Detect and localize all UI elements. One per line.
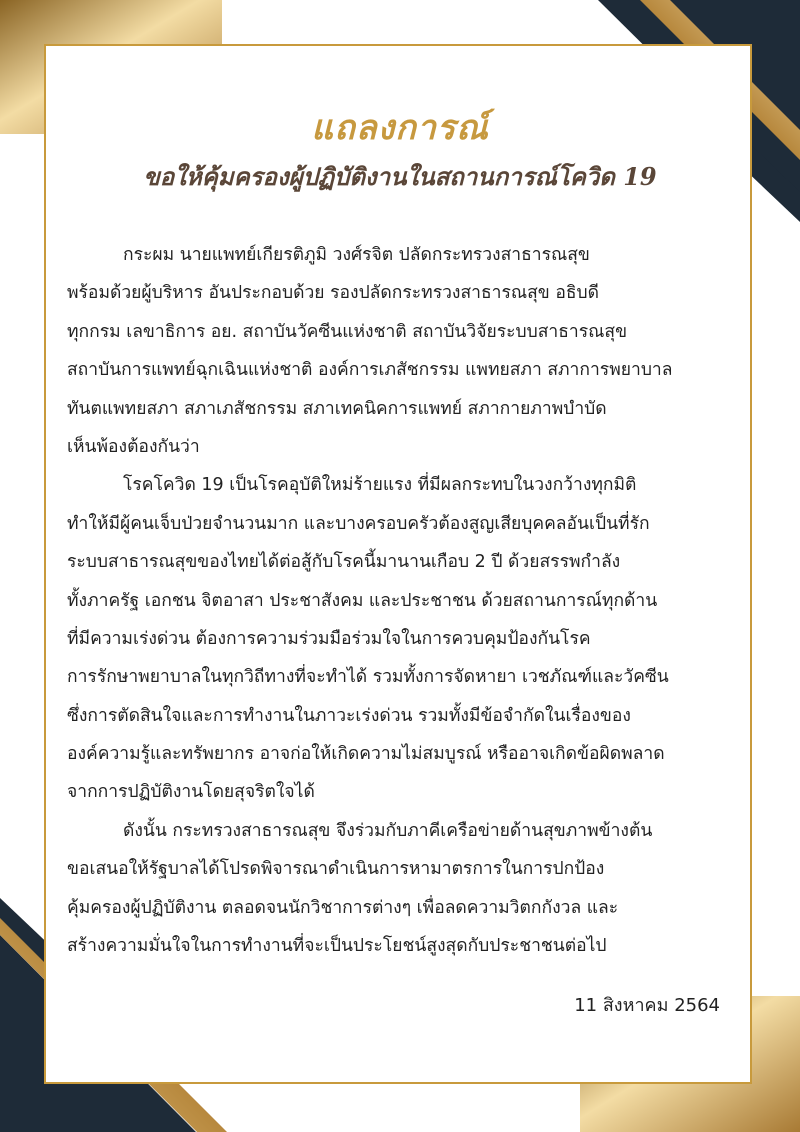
document-title: แถลงการณ์ [311, 108, 489, 148]
body-line: ขอเสนอให้รัฐบาลได้โปรดพิจารณาดำเนินการหามาตรการในการปกป้อง [67, 859, 605, 880]
body-line: ซึ่งการตัดสินใจและการทำงานในภาวะเร่งด่วน รวมทั้งมีข้อจำกัดในเรื่องของ [67, 705, 631, 726]
document-date: 11 สิงหาคม 2564 [574, 995, 720, 1016]
body-line: ทำให้มีผู้คนเจ็บป่วยจำนวนมาก และบางครอบครัวต้องสูญเสียบุคคลอันเป็นที่รัก [67, 513, 650, 534]
body-line: ที่มีความเร่งด่วน ต้องการความร่วมมือร่วมใจในการควบคุมป้องกันโรค [67, 628, 591, 649]
body-line: การรักษาพยาบาลในทุกวิถีทางที่จะทำได้ รวมทั้งการจัดหายา เวชภัณฑ์และวัคซีน [67, 667, 669, 688]
body-line: สถาบันการแพทย์ฉุกเฉินแห่งชาติ องค์การเภสัชกรรม แพทยสภา สภาการพยาบาล [67, 360, 673, 381]
body-line: โรคโควิด 19 เป็นโรคอุบัติใหม่ร้ายแรง ที่มีผลกระทบในวงกว้างทุกมิติ [123, 475, 637, 496]
document-body [67, 236, 730, 965]
body-line: คุ้มครองผู้ปฏิบัติงาน ตลอดจนนักวิชาการต่างๆ เพื่อลดความวิตกกังวล และ [67, 897, 619, 918]
body-line: จากการปฏิบัติงานโดยสุจริตใจได้ [67, 782, 315, 803]
body-line: ดังนั้น กระทรวงสาธารณสุข จึงร่วมกับภาคีเครือข่ายด้านสุขภาพข้างต้น [123, 820, 653, 841]
document-subtitle: ขอให้คุ้มครองผู้ปฏิบัติงานในสถานการณ์โควิด 19 [143, 162, 657, 191]
body-line: ระบบสาธารณสุขของไทยได้ต่อสู้กับโรคนี้มานานเกือบ 2 ปี ด้วยสรรพกำลัง [67, 552, 621, 573]
body-line: สร้างความมั่นใจในการทำงานที่จะเป็นประโยชน์สูงสุดกับประชาชนต่อไป [67, 936, 607, 957]
body-line: กระผม นายแพทย์เกียรติภูมิ วงศ์รจิต ปลัดกระทรวงสาธารณสุข [123, 245, 590, 265]
body-line: ทุกกรม เลขาธิการ อย. สถาบันวัคซีนแห่งชาติ สถาบันวิจัยระบบสาธารณสุข [67, 321, 628, 342]
body-line: องค์ความรู้และทรัพยากร อาจก่อให้เกิดความไม่สมบูรณ์ หรืออาจเกิดข้อผิดพลาด [67, 744, 665, 765]
body-line: ทันตแพทยสภา สภาเภสัชกรรม สภาเทคนิคการแพทย์ สภากายภาพบำบัด [67, 398, 607, 419]
body-line: พร้อมด้วยผู้บริหาร อันประกอบด้วย รองปลัดกระทรวงสาธารณสุข อธิบดี [67, 283, 599, 304]
body-line: เห็นพ้องต้องกันว่า [67, 436, 200, 457]
body-line: ทั้งภาครัฐ เอกชน จิตอาสา ประชาสังคม และประชาชน ด้วยสถานการณ์ทุกด้าน [67, 590, 658, 611]
